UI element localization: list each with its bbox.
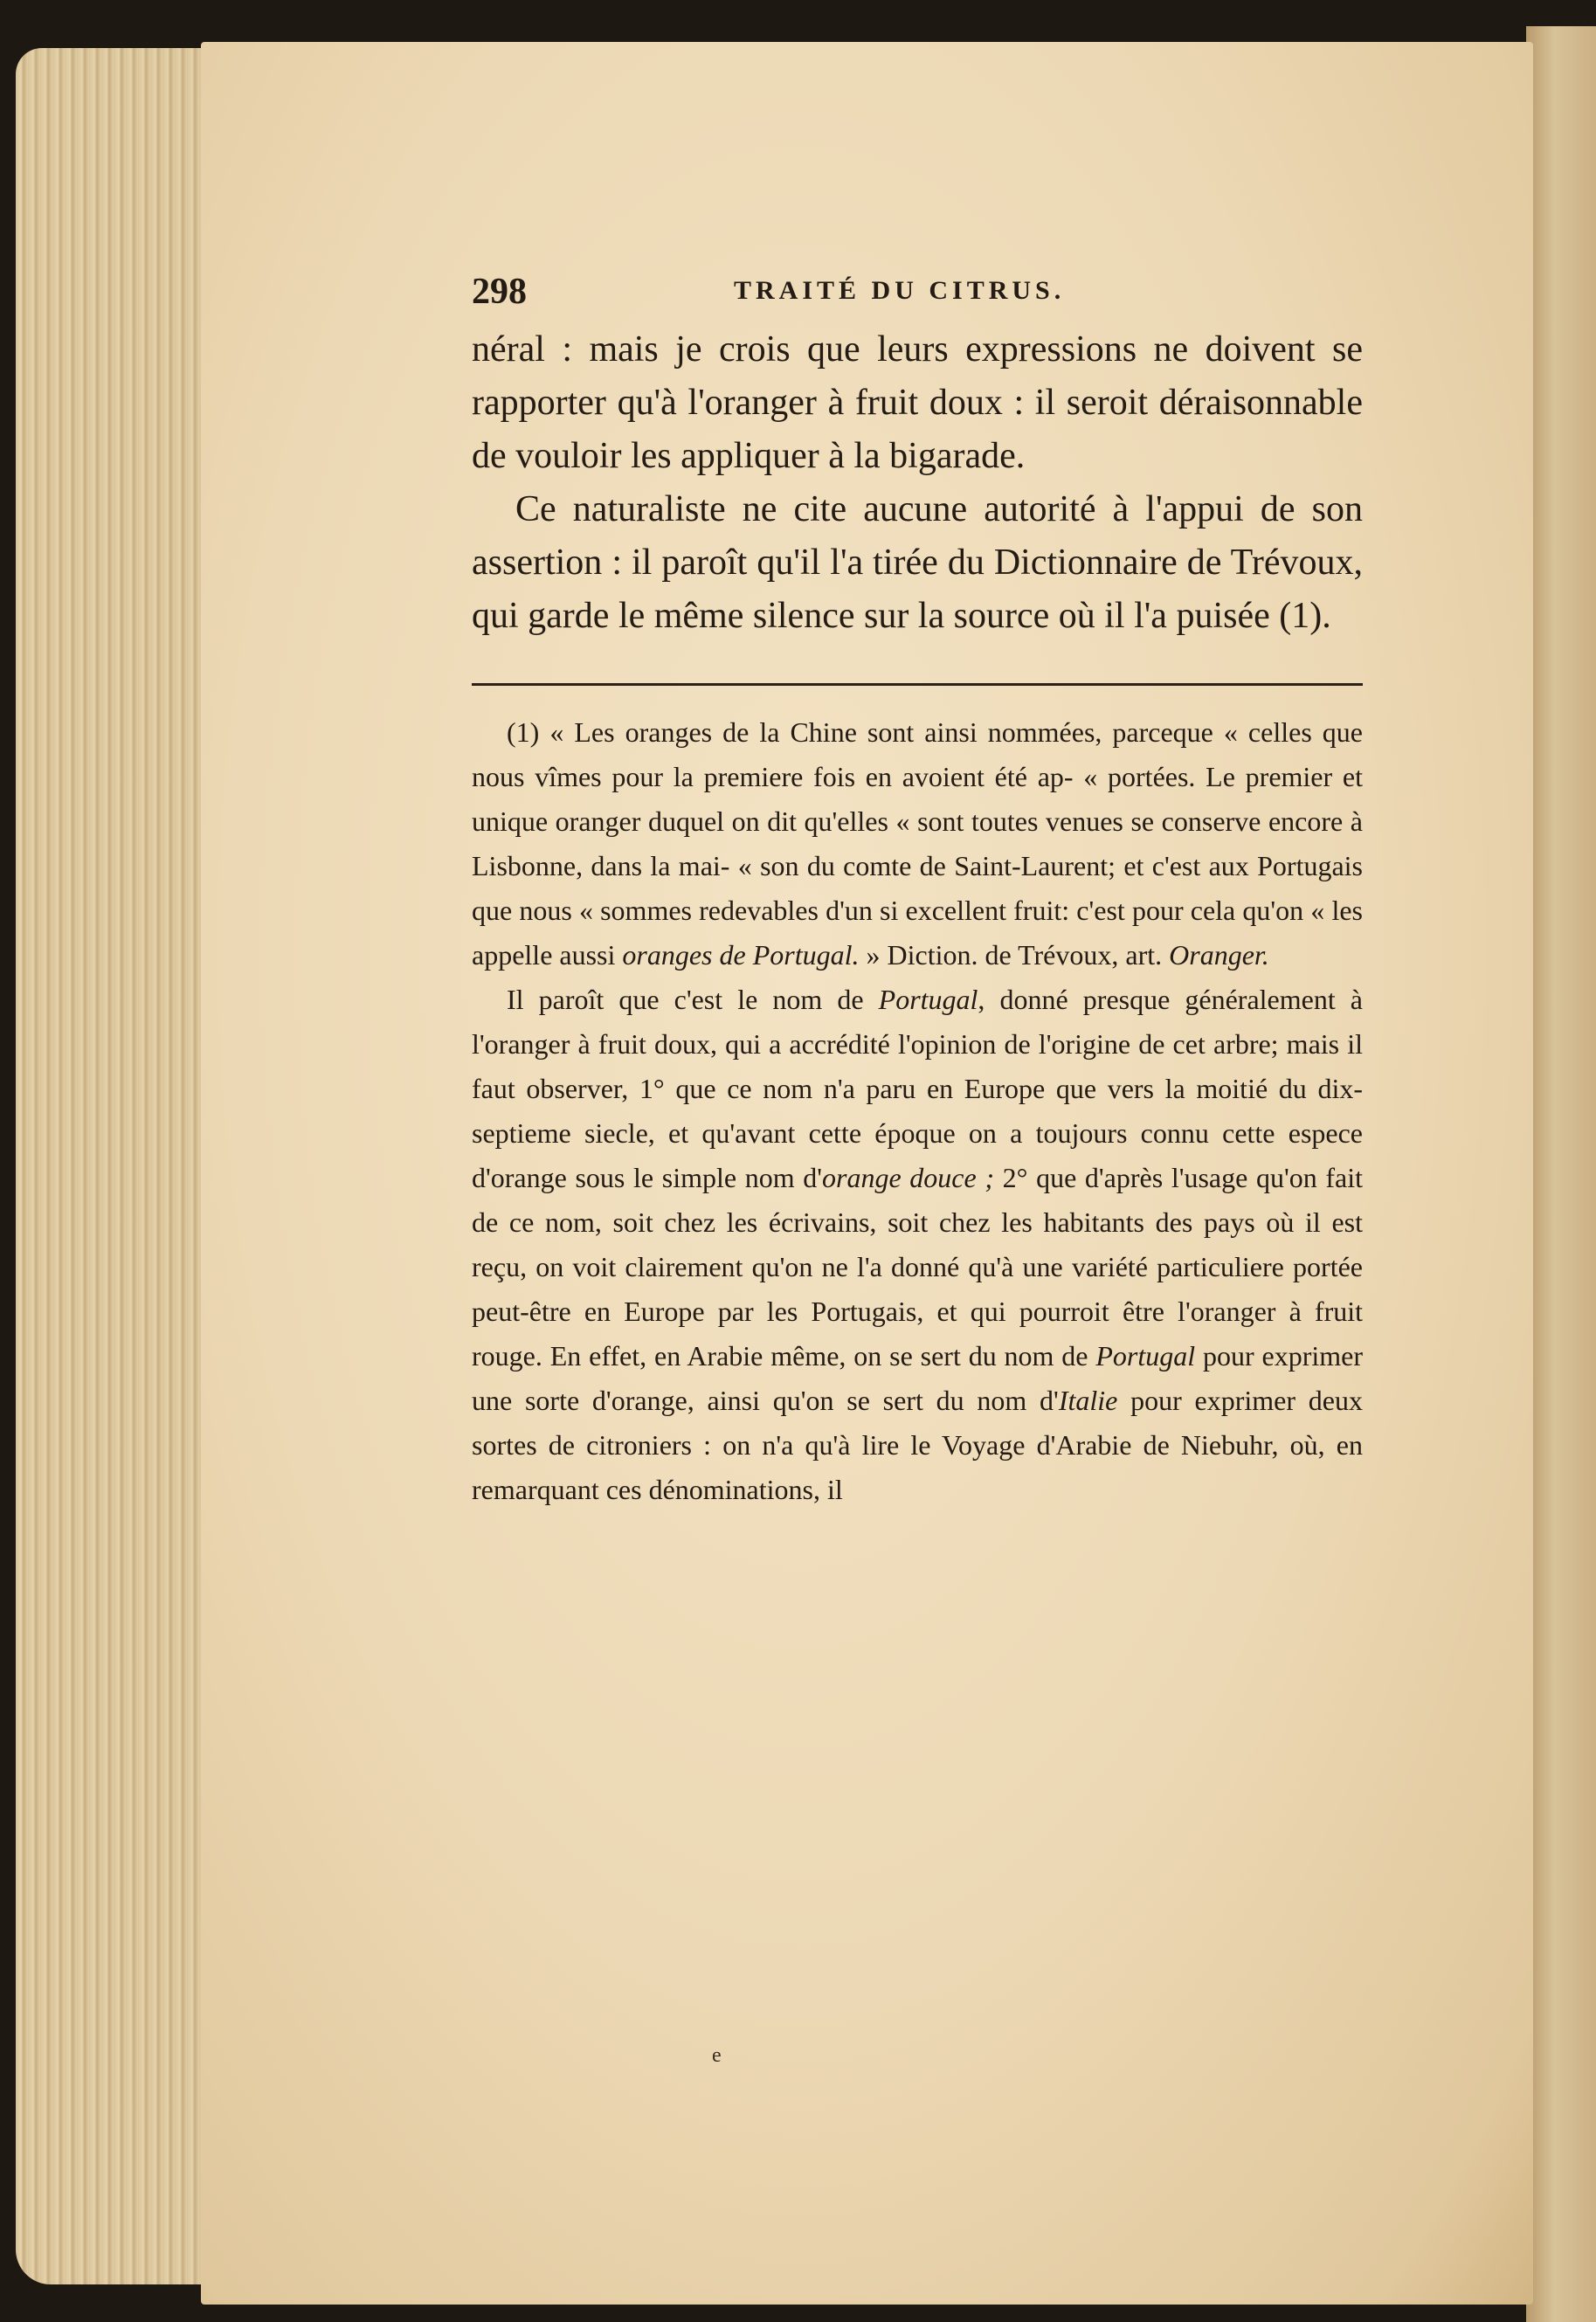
- facing-page-edge: [1526, 26, 1596, 2322]
- note-2-text-e: pour exprimer deux sortes de citroniers : on n'a qu'à lire le Voyage d'Arabie de Niebuhr, où, en remarquant ces dénominations, il: [472, 1385, 1364, 1505]
- paragraph-2: Ce naturaliste ne cite aucune autorité à l'appui de son assertion : il paroît qu'il l'a tirée du Dictionnaire de Trévoux, qui garde le même silence sur la source où il l'a puisée (1).: [472, 489, 1363, 636]
- running-head: TRAITÉ DU CITRUS.: [734, 276, 1066, 305]
- footnote-1-italic: oranges de Portugal.: [622, 939, 860, 971]
- footnotes: [472, 710, 1363, 1512]
- footnote-1-text-b: » Diction. de Trévoux, art.: [859, 939, 1170, 971]
- note-2-text-a: Il paroît que c'est le nom de: [507, 984, 879, 1015]
- footnote-continuation: [472, 978, 1363, 1512]
- note-2-text-d: pour exprimer une sorte d'orange, ainsi qu'on se sert du nom d': [472, 1340, 1364, 1416]
- footnote-rule: [472, 683, 1363, 686]
- footnote-1: [472, 710, 1363, 978]
- paragraph-1: néral : mais je crois que leurs expressions ne doivent se rapporter qu'à l'oranger à fruit doux : il seroit déraisonnable de vouloir les appliquer à la bigarade.: [472, 329, 1363, 476]
- bottom-mark: e: [712, 2044, 722, 2067]
- main-text: [472, 323, 1363, 643]
- footnote-1-italic-2: Oranger.: [1169, 939, 1269, 971]
- note-2-text-c: 2° que d'après l'usage qu'on fait de ce nom, soit chez les écrivains, soit chez les habitants des pays où il est reçu, on voit clairement qu'on ne l'a donné qu'à une variété particuliere portée peut-être en Europe par les Portugais, et qui pourroit être l'oranger à fruit rouge. En effet, en Arabie même, on se sert du nom de: [472, 1162, 1364, 1372]
- page-number: 298: [472, 272, 527, 312]
- note-2-italic-1: Portugal: [878, 984, 978, 1015]
- note-2-italic-3: Portugal: [1095, 1340, 1196, 1372]
- note-2-text-b: , donné presque généralement à l'oranger à fruit doux, qui a accrédité l'opinion de l'origine de cet arbre; mais il faut observer, 1° que ce nom n'a paru en Europe que vers la moitié du dix-septieme siecle, et qu'avant cette époque on a toujours connu cette espece d'orange sous le simple nom d': [472, 984, 1363, 1193]
- page-header: [472, 271, 1363, 323]
- note-2-italic-4: Italie: [1058, 1385, 1118, 1416]
- footnote-1-text-a: (1) « Les oranges de la Chine sont ainsi nommées, parceque « celles que nous vîmes pour la premiere fois en avoient été ap- « portées. Le premier et unique oranger duquel on dit qu'elles « sont toutes venues se conserve encore à Lisbonne, dans la mai- « son du comte de Saint-Laurent; et c'est aux Portugais que nous « sommes redevables d'un si excellent fruit: c'est pour cela qu'on « les appelle aussi: [472, 716, 1363, 971]
- text-block: [472, 271, 1363, 1512]
- note-2-italic-2: orange douce ;: [822, 1162, 994, 1193]
